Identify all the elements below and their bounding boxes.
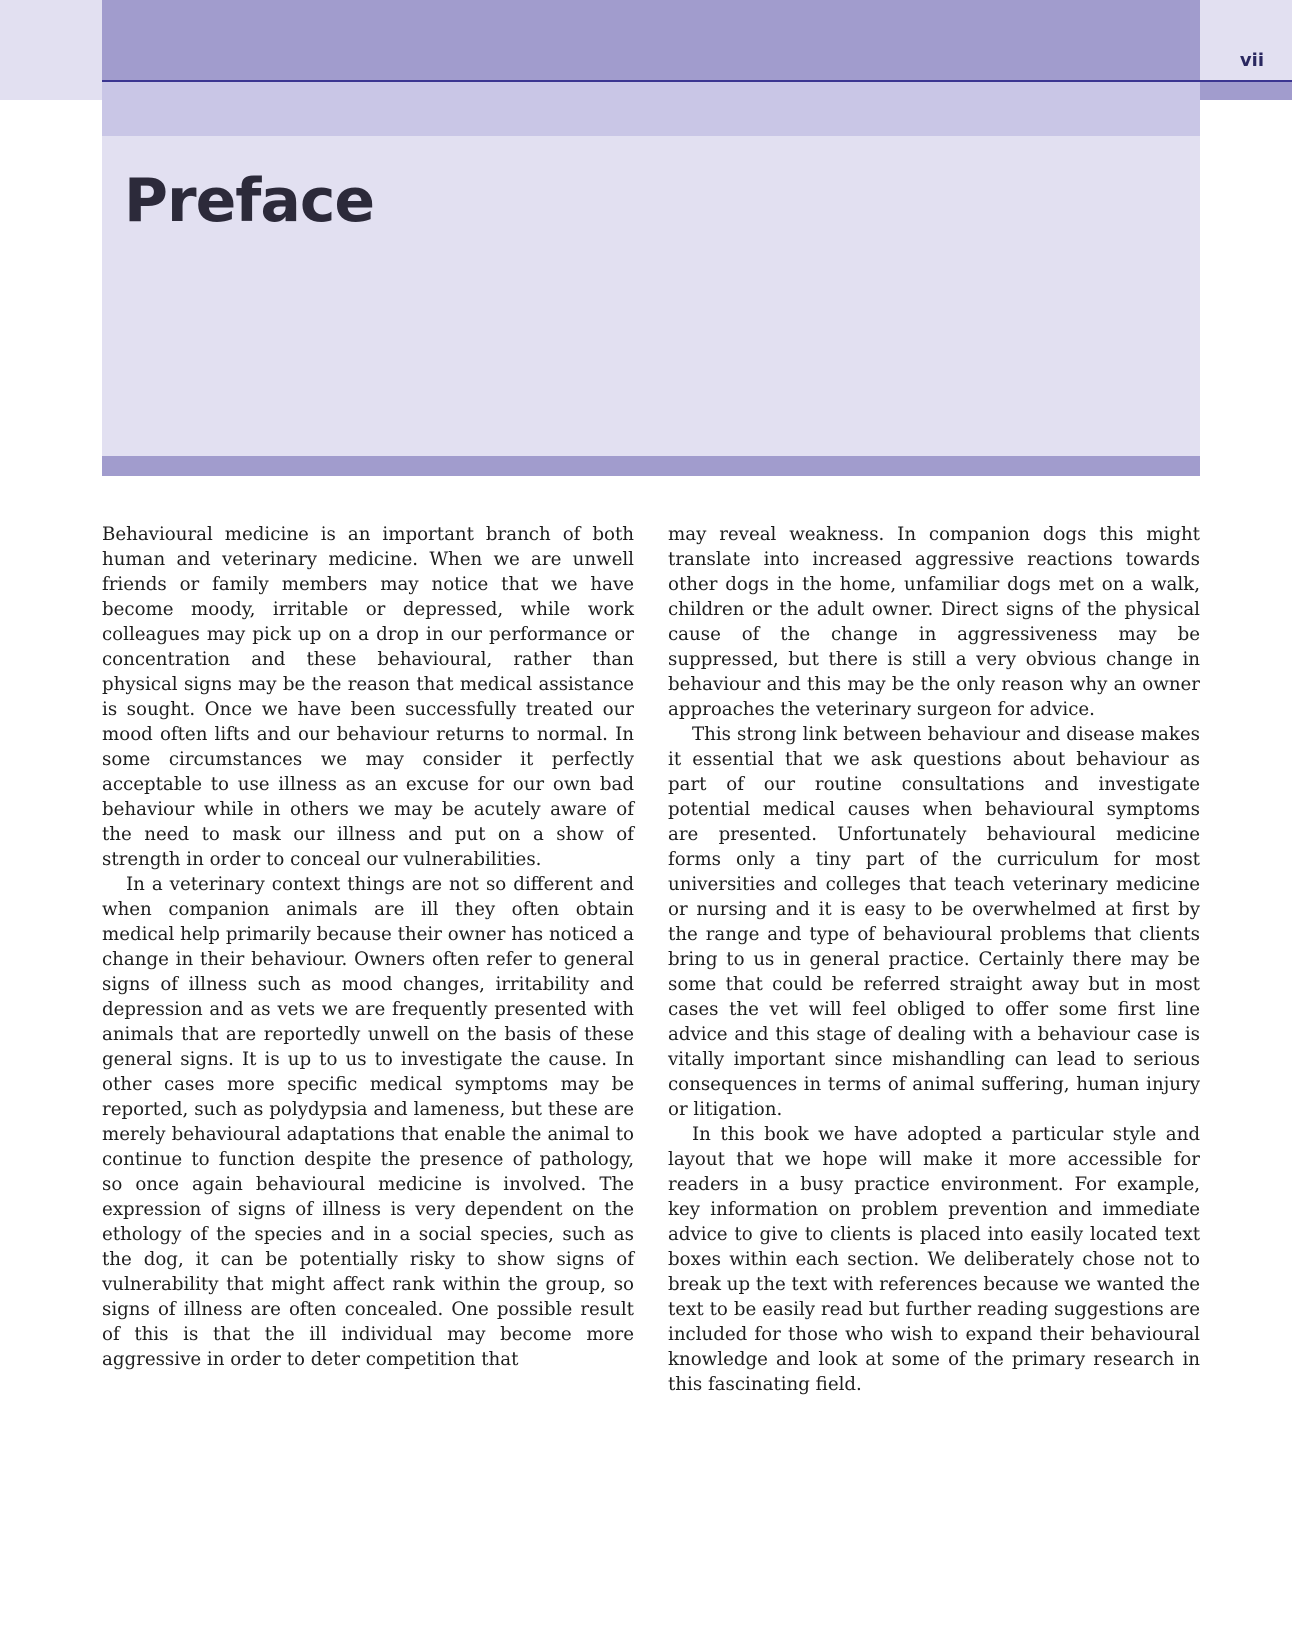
left-text-column: [102, 522, 634, 1372]
paragraph: This strong link between behaviour and disease makes it essential that we ask questions about behaviour as part of our routine consultations and investigate potential medical causes when behavioural symptoms are presented. Unfortunately behavioural medicine forms only a tiny part of the curriculum for most universities and colleges that teach veterinary medicine or nursing and it is easy to be overwhelmed at first by the range and type of behavioural problems that clients bring to us in general practice. Certainly there may be some that could be referred straight away but in most cases the vet will feel obliged to offer some first line advice and this stage of dealing with a behaviour case is vitally important since mishandling can lead to serious consequences in terms of animal suffering, human injury or litigation.: [668, 724, 1200, 1120]
page-title: Preface: [124, 166, 375, 236]
paragraph: Behavioural medicine is an important branch of both human and veterinary medicine. When we are unwell friends or family members may notice that we have become moody, irritable or depressed, while work colleagues may pick up on a drop in our performance or concentration and these behavioural, rather than physical signs may be the reason that medical assistance is sought. Once we have been successfully treated our mood often lifts and our behaviour returns to normal. In some circumstances we may consider it perfectly acceptable to use illness as an excuse for our own bad behaviour while in others we may be acutely aware of the need to mask our illness and put on a show of strength in order to conceal our vulnerabilities.: [102, 524, 634, 870]
title-panel-bottom-bar: [102, 456, 1200, 476]
header-corner-tab: [0, 0, 102, 100]
page-number: vii: [1239, 50, 1264, 71]
right-text-column: [668, 522, 1200, 1397]
paragraph: may reveal weakness. In companion dogs this might translate into increased aggressive reactions towards other dogs in the home, unfamiliar dogs met on a walk, children or the adult owner. Direct signs of the physical cause of the change in aggressiveness may be suppressed, but there is still a very obvious change in behaviour and this may be the only reason why an owner approaches the veterinary surgeon for advice.: [668, 524, 1200, 720]
paragraph: In a veterinary context things are not so different and when companion animals are ill they often obtain medical help primarily because their owner has noticed a change in their behaviour. Owners often refer to general signs of illness such as mood changes, irritability and depression and as vets we are frequently presented with animals that are reportedly unwell on the basis of these general signs. It is up to us to investigate the cause. In other cases more specific medical symptoms may be reported, such as polydypsia and lameness, but these are merely behavioural adaptations that enable the animal to continue to function despite the presence of pathology, so once again behavioural medicine is involved. The expression of signs of illness is very dependent on the ethology of the species and in a social species, such as the dog, it can be potentially risky to show signs of vulnerability that might affect rank within the group, so signs of illness are often concealed. One possible result of this is that the ill individual may become more aggressive in order to deter competition that: [102, 874, 634, 1370]
page-number-strip: [1200, 82, 1292, 100]
header-band: [102, 0, 1200, 82]
paragraph: In this book we have adopted a particular style and layout that we hope will make it more accessible for readers in a busy practice environment. For example, key information on problem prevention and immediate advice to give to clients is placed into easily located text boxes within each section. We deliberately chose not to break up the text with references because we wanted the text to be easily read but further reading suggestions are included for those who wish to expand their behavioural knowledge and look at some of the primary research in this fascinating field.: [668, 1124, 1200, 1395]
header-sub-band: [102, 82, 1200, 136]
